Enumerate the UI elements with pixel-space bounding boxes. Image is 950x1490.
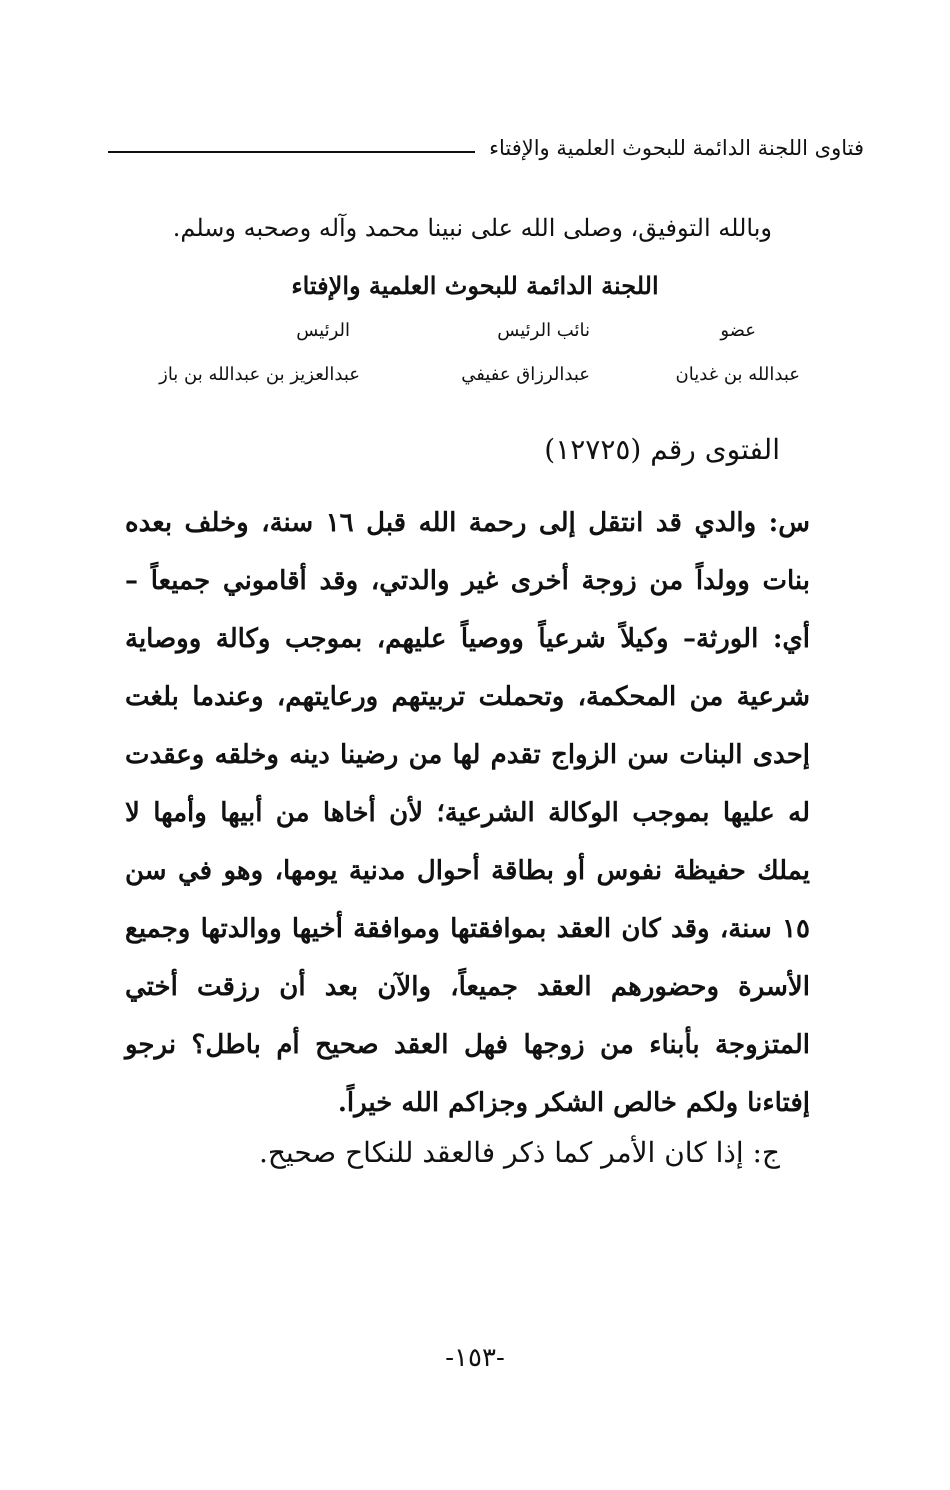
closing-line: وبالله التوفيق، وصلى الله على نبينا محمد وآله وصحبه وسلم. <box>172 214 772 242</box>
vice-president-role: نائب الرئيس <box>497 320 590 341</box>
member-role: عضو <box>720 320 756 341</box>
running-header <box>108 128 864 168</box>
signatory-roles <box>140 316 800 346</box>
fatwa-number: الفتوى رقم (١٢٧٢٥) <box>544 433 780 466</box>
answer-paragraph: ج: إذا كان الأمر كما ذكر فالعقد للنكاح صحيح. <box>258 1136 780 1169</box>
committee-name: اللجنة الدائمة للبحوث العلمية والإفتاء <box>291 271 659 300</box>
president-role: الرئيس <box>296 320 350 341</box>
page-number: -١٥٣- <box>445 1343 505 1373</box>
member-name: عبدالله بن غديان <box>675 364 800 385</box>
president-name: عبدالعزيز بن عبدالله بن باز <box>159 364 360 385</box>
question-paragraph: س: والدي قد انتقل إلى رحمة الله قبل ١٦ سنة، وخلف بعده بنات وولداً من زوجة أخرى غير والدتي، وقد أقاموني جميعاً –أي: الورثة– وكيلاً شرعياً ووصياً عليهم، بموجب وكالة ووصاية شرعية من المحكمة، وتحملت تربيتهم ورعايتهم، وعندما بلغت إحدى البنات سن الزواج تقدم لها من رضينا دينه وخلقه وعقدت له عليها بموجب الوكالة الشرعية؛ لأن أخاها من أبيها وأمها لا يملك حفيظة نفوس أو بطاقة أحوال مدنية يومها، وهو في سن ١٥ سنة، وقد كان العقد بموافقتها وموافقة أخيها ووالدتها وجميع الأسرة وحضورهم العقد جميعاً، والآن بعد أن رزقت أختي المتزوجة بأبناء من زوجها فهل العقد صحيح أم باطل؟ نرجو إفتاءنا ولكم خالص الشكر وجزاكم الله خيراً. <box>125 508 810 1118</box>
signatory-names <box>140 360 800 390</box>
running-header-title: فتاوى اللجنة الدائمة للبحوث العلمية والإفتاء <box>489 136 864 160</box>
vice-president-name: عبدالرزاق عفيفي <box>461 364 590 385</box>
header-rule <box>108 151 475 153</box>
